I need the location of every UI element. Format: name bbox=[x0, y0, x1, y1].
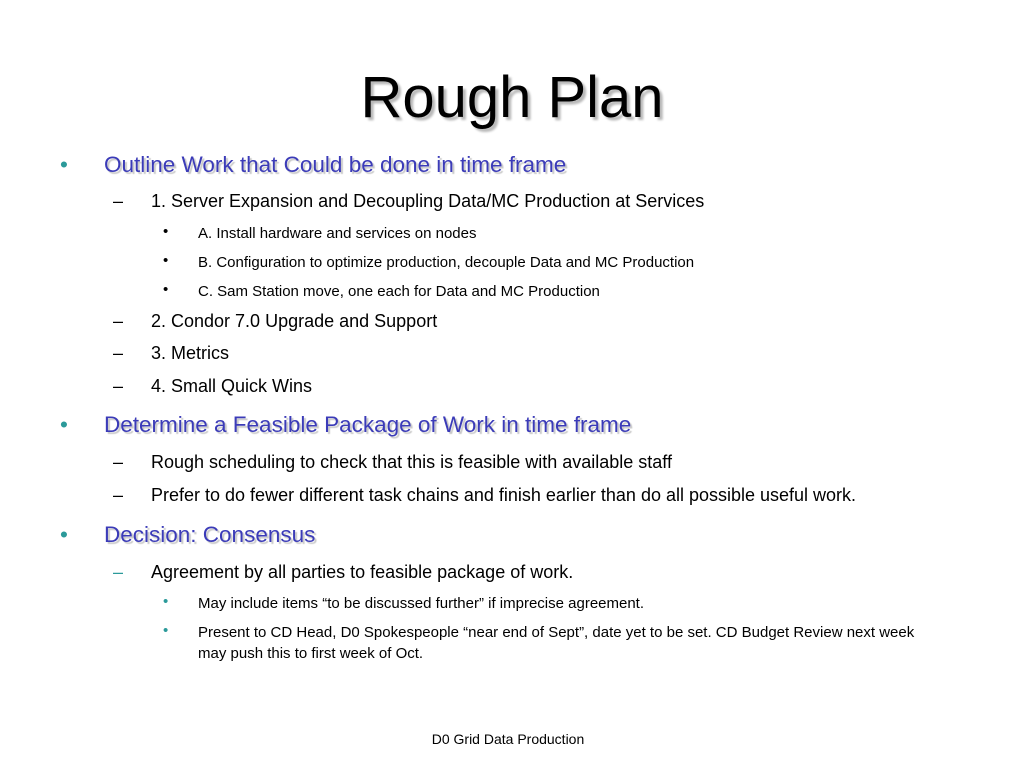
bullet-marker: • bbox=[163, 622, 169, 639]
slide-title: Rough Plan bbox=[360, 65, 664, 130]
dash-marker: – bbox=[113, 191, 124, 211]
bullet-marker: • bbox=[60, 412, 68, 437]
subitem-text: Rough scheduling to check that this is feasible with available staff bbox=[151, 452, 672, 472]
bullet-text: Outline Work that Could be done in time frame bbox=[104, 152, 567, 177]
subitem-text: 3. Metrics bbox=[151, 343, 230, 363]
subitem-text: Agreement by all parties to feasible package of work. bbox=[151, 562, 574, 582]
dash-marker: – bbox=[113, 343, 124, 363]
subitem-text: 4. Small Quick Wins bbox=[151, 376, 313, 396]
dash-marker: – bbox=[113, 452, 124, 472]
bullet-marker: • bbox=[60, 522, 68, 547]
dash-marker: – bbox=[113, 562, 124, 582]
bullet-marker: • bbox=[163, 593, 169, 610]
subsubitem-text: B. Configuration to optimize production, decouple Data and MC Production bbox=[198, 254, 695, 271]
bullet-text: Decision: Consensus bbox=[104, 522, 316, 547]
subsubitem-text: Present to CD Head, D0 Spokespeople “near end of Sept”, date yet to be set. CD Budget Review next week may push this to first week of Oct. bbox=[198, 624, 915, 662]
dash-marker: – bbox=[113, 376, 124, 396]
bullet-marker: • bbox=[60, 152, 68, 177]
dash-marker: – bbox=[113, 311, 124, 331]
dash-marker: – bbox=[113, 485, 124, 505]
slide-footer: D0 Grid Data Production bbox=[431, 731, 585, 747]
subitem-text: 1. Server Expansion and Decoupling Data/MC Production at Services bbox=[151, 191, 705, 211]
bullet-marker: • bbox=[163, 281, 169, 298]
subitem-text: Prefer to do fewer different task chains and finish earlier than do all possible useful work. bbox=[151, 485, 857, 505]
subsubitem-text: May include items “to be discussed further” if imprecise agreement. bbox=[198, 595, 645, 612]
bullet-text: Determine a Feasible Package of Work in time frame bbox=[104, 412, 632, 437]
subitem-text: 2. Condor 7.0 Upgrade and Support bbox=[151, 311, 438, 331]
subsubitem-text: A. Install hardware and services on nodes bbox=[198, 225, 477, 242]
bullet-marker: • bbox=[163, 223, 169, 240]
subsubitem-text: C. Sam Station move, one each for Data and MC Production bbox=[198, 283, 600, 300]
bullet-marker: • bbox=[163, 252, 169, 269]
